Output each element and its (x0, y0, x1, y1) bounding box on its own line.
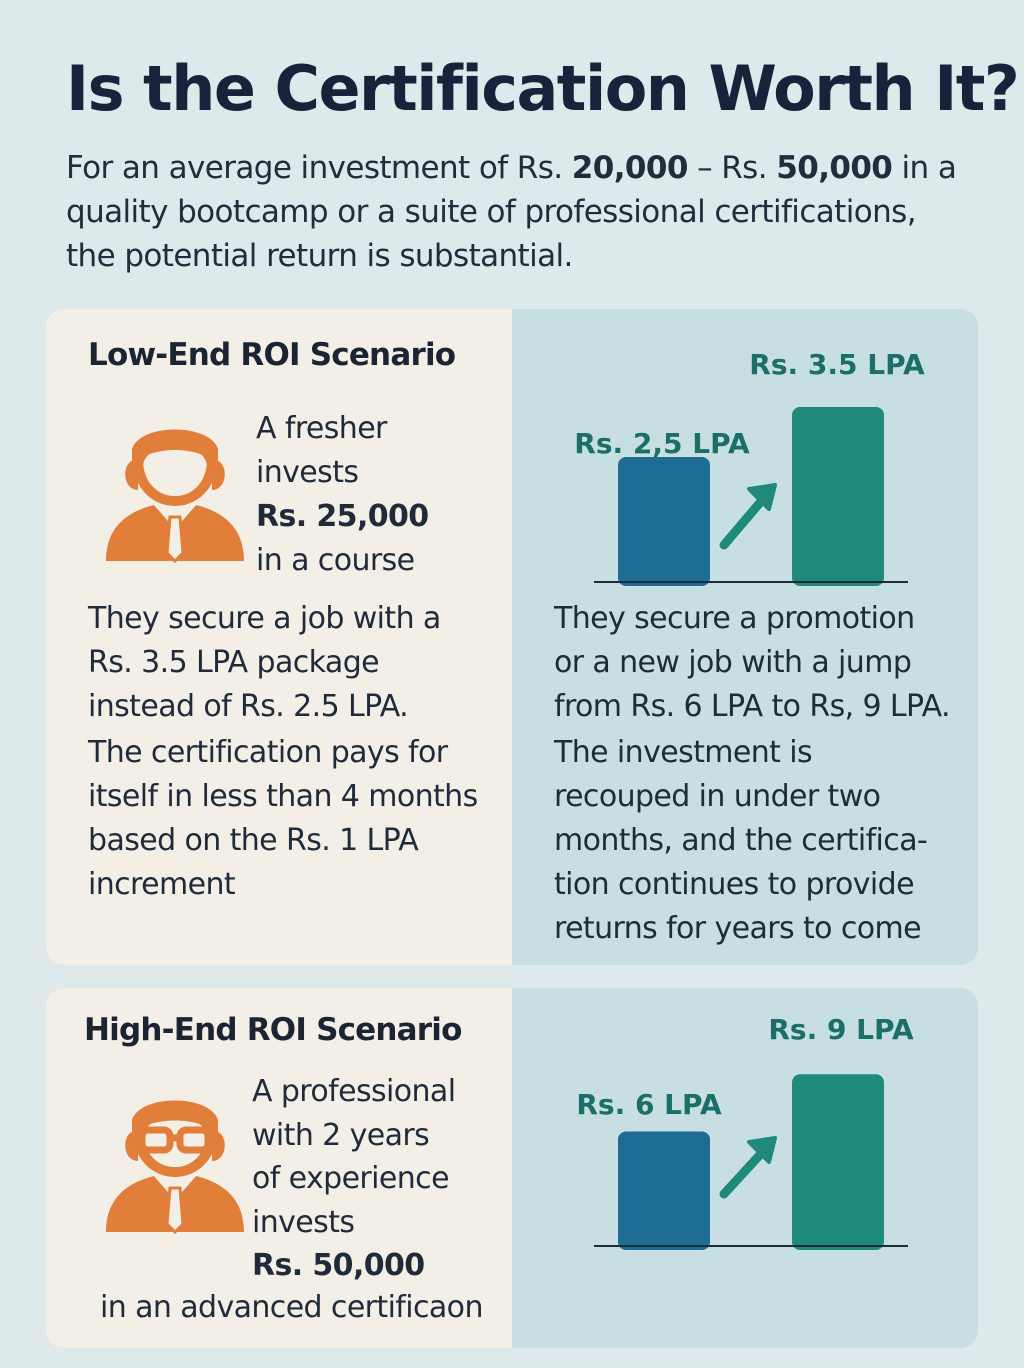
chart-bar (618, 1132, 710, 1250)
high-end-bar-chart (512, 988, 978, 1278)
right-outcome-line: They secure a promotion (554, 601, 915, 636)
high-profile-line: invests (252, 1204, 355, 1240)
right-payback-line: tion continues to provide (554, 867, 914, 902)
low-profile-tail: in a course (256, 543, 415, 578)
person-with-glasses-icon (100, 1076, 250, 1236)
high-profile-line: of experience (252, 1161, 449, 1196)
right-payback-line: recouped in under two (554, 779, 881, 814)
low-profile-line: A fresher (256, 411, 387, 446)
low-end-left-panel (46, 309, 512, 965)
low-payback-line: The certification pays for (88, 735, 448, 770)
high-profile-tail: in an advanced certificaon (100, 1290, 483, 1325)
low-payback-line: increment (88, 867, 236, 902)
intro-prefix: For an average investment of Rs. (66, 150, 572, 186)
low-end-bar-chart (512, 309, 978, 599)
low-payback-text (88, 731, 478, 907)
high-profile-line: with 2 years (252, 1117, 430, 1153)
intro-paragraph (66, 146, 966, 278)
bar-data-label: Rs. 2,5 LPA (574, 427, 750, 460)
right-payback-line: The investment is (554, 735, 813, 770)
right-outcome-text (554, 597, 950, 729)
low-investment-amount: Rs. 25,000 (256, 499, 429, 534)
person-icon (100, 405, 250, 565)
low-end-card (46, 309, 978, 965)
bar-data-label: Rs. 3.5 LPA (749, 348, 925, 381)
intro-suffix: in a quality bootcamp or a suite of professional certifications, the potential return is substantial. (66, 150, 957, 274)
chart-bar (792, 1074, 884, 1250)
low-profile-line: invests (256, 455, 359, 490)
low-outcome-line: They secure a job with a (88, 601, 441, 636)
low-outcome-line: instead of Rs. 2.5 LPA. (88, 689, 409, 724)
chart-bar (792, 407, 884, 586)
high-profile-text (252, 1070, 455, 1288)
intro-dash: – Rs. (687, 150, 777, 186)
high-end-right-panel (512, 988, 978, 1348)
right-payback-line: returns for years to come (554, 911, 921, 946)
low-payback-line: based on the Rs. 1 LPA (88, 823, 419, 858)
low-payback-line: itself in less than 4 months (88, 779, 478, 814)
intro-max-amount: 50,000 (776, 150, 893, 186)
high-profile-line: A professional (252, 1074, 456, 1109)
bar-data-label: Rs. 6 LPA (576, 1088, 722, 1121)
low-profile-text (256, 407, 429, 583)
low-outcome-text (88, 597, 441, 729)
right-payback-text (554, 731, 927, 951)
right-outcome-line: or a new job with a jump (554, 645, 912, 680)
page-title: Is the Certification Worth It? (66, 52, 1019, 125)
intro-min-amount: 20,000 (571, 150, 688, 186)
high-investment-amount: Rs. 50,000 (252, 1248, 425, 1283)
chart-bar (618, 457, 710, 586)
high-end-heading: High-End ROI Scenario (84, 1012, 462, 1048)
right-payback-line: months, and the certifica- (554, 823, 928, 858)
high-end-left-panel (46, 988, 512, 1348)
low-end-right-panel (512, 309, 978, 965)
low-outcome-line: Rs. 3.5 LPA package (88, 645, 379, 680)
bar-data-label: Rs. 9 LPA (768, 1013, 914, 1046)
low-end-heading: Low-End ROI Scenario (88, 337, 456, 373)
high-end-card (46, 988, 978, 1348)
right-outcome-line: from Rs. 6 LPA to Rs, 9 LPA. (554, 689, 950, 724)
